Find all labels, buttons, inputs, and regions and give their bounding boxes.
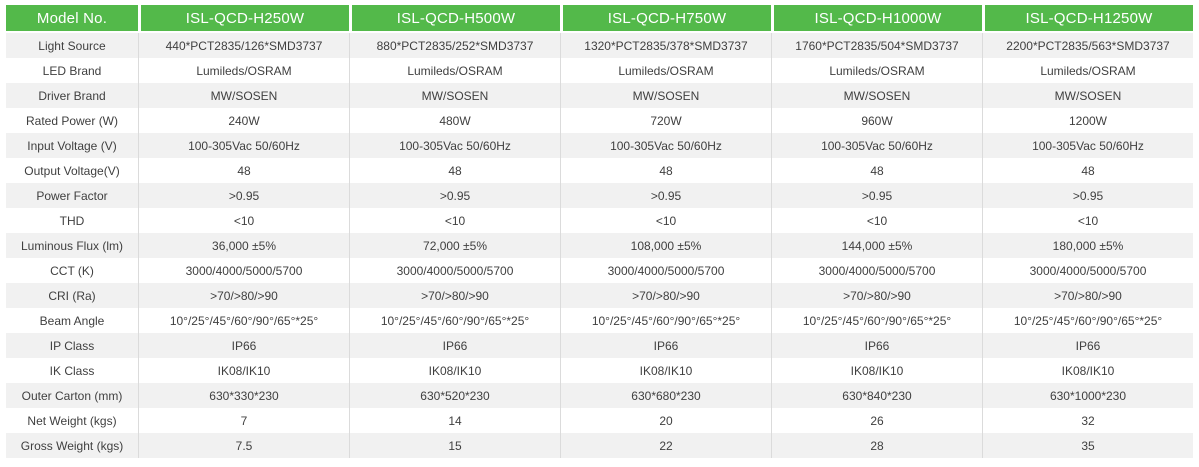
row-label-cell: CCT (K) xyxy=(50,263,94,278)
row-label-cell: Rated Power (W) xyxy=(25,113,119,128)
row-label-cell: Light Source xyxy=(38,38,106,53)
spec-value-cell: MW/SOSEN xyxy=(982,83,1193,108)
model-header-cell: ISL-QCD-H250W xyxy=(138,5,349,33)
spec-value-cell: IK08/IK10 xyxy=(982,358,1193,383)
table-row xyxy=(6,208,1193,233)
spec-value-cell: 7.5 xyxy=(138,433,349,458)
table-row xyxy=(6,133,1193,158)
spec-value-cell: <10 xyxy=(771,208,982,233)
spec-table-head xyxy=(6,5,1193,33)
spec-value-cell: Lumileds/OSRAM xyxy=(349,58,560,83)
spec-value-cell: IP66 xyxy=(771,333,982,358)
spec-value-cell: 100-305Vac 50/60Hz xyxy=(560,133,771,158)
row-label-cell: Outer Carton (mm) xyxy=(21,388,123,403)
spec-value-cell: IP66 xyxy=(138,333,349,358)
spec-value-cell: 22 xyxy=(560,433,771,458)
spec-value-cell: <10 xyxy=(349,208,560,233)
model-header-cell: ISL-QCD-H1250W xyxy=(982,5,1193,33)
spec-value-cell: IK08/IK10 xyxy=(560,358,771,383)
spec-value-cell: 26 xyxy=(771,408,982,433)
spec-value-cell: 36,000 ±5% xyxy=(138,233,349,258)
spec-value-cell: >70/>80/>90 xyxy=(771,283,982,308)
table-row xyxy=(6,408,1193,433)
row-label-cell: IP Class xyxy=(49,338,95,353)
model-header-cell: ISL-QCD-H750W xyxy=(560,5,771,33)
row-label-cell: Beam Angle xyxy=(39,313,105,328)
spec-value-cell: >70/>80/>90 xyxy=(349,283,560,308)
row-label-cell: Output Voltage(V) xyxy=(24,163,120,178)
spec-value-cell: 7 xyxy=(138,408,349,433)
spec-value-cell: IK08/IK10 xyxy=(771,358,982,383)
spec-value-cell: 100-305Vac 50/60Hz xyxy=(138,133,349,158)
table-row xyxy=(6,333,1193,358)
spec-value-cell: 48 xyxy=(771,158,982,183)
spec-value-cell: <10 xyxy=(560,208,771,233)
spec-value-cell: 32 xyxy=(982,408,1193,433)
spec-value-cell: 100-305Vac 50/60Hz xyxy=(349,133,560,158)
table-row xyxy=(6,358,1193,383)
spec-value-cell: 48 xyxy=(349,158,560,183)
row-label-cell: Driver Brand xyxy=(38,88,106,103)
spec-value-cell: 3000/4000/5000/5700 xyxy=(982,258,1193,283)
row-label-cell: Luminous Flux (lm) xyxy=(20,238,124,253)
spec-value-cell: 240W xyxy=(138,108,349,133)
spec-value-cell: 3000/4000/5000/5700 xyxy=(138,258,349,283)
spec-value-cell: <10 xyxy=(138,208,349,233)
spec-value-cell: 10°/25°/45°/60°/90°/65°*25° xyxy=(349,308,560,333)
spec-value-cell: 1760*PCT2835/504*SMD3737 xyxy=(771,33,982,58)
spec-value-cell: 960W xyxy=(771,108,982,133)
spec-value-cell: 630*330*230 xyxy=(138,383,349,408)
spec-value-cell: >0.95 xyxy=(560,183,771,208)
model-header-cell: ISL-QCD-H500W xyxy=(349,5,560,33)
spec-value-cell: Lumileds/OSRAM xyxy=(982,58,1193,83)
spec-value-cell: IP66 xyxy=(560,333,771,358)
spec-value-cell: 14 xyxy=(349,408,560,433)
spec-value-cell: >0.95 xyxy=(982,183,1193,208)
spec-value-cell: 3000/4000/5000/5700 xyxy=(771,258,982,283)
spec-value-cell: 630*840*230 xyxy=(771,383,982,408)
spec-value-cell: 15 xyxy=(349,433,560,458)
spec-table-body xyxy=(6,33,1193,458)
spec-value-cell: 440*PCT2835/126*SMD3737 xyxy=(138,33,349,58)
spec-value-cell: 108,000 ±5% xyxy=(560,233,771,258)
spec-value-cell: 1200W xyxy=(982,108,1193,133)
spec-value-cell: 2200*PCT2835/563*SMD3737 xyxy=(982,33,1193,58)
row-label-cell: Input Voltage (V) xyxy=(27,138,117,153)
spec-value-cell: 3000/4000/5000/5700 xyxy=(349,258,560,283)
spec-value-cell: MW/SOSEN xyxy=(771,83,982,108)
spec-value-cell: 10°/25°/45°/60°/90°/65°*25° xyxy=(771,308,982,333)
spec-value-cell: >70/>80/>90 xyxy=(138,283,349,308)
table-row xyxy=(6,108,1193,133)
spec-value-cell: Lumileds/OSRAM xyxy=(560,58,771,83)
spec-value-cell: IP66 xyxy=(982,333,1193,358)
spec-value-cell: >70/>80/>90 xyxy=(982,283,1193,308)
spec-value-cell: 48 xyxy=(982,158,1193,183)
spec-value-cell: <10 xyxy=(982,208,1193,233)
spec-value-cell: 144,000 ±5% xyxy=(771,233,982,258)
spec-table xyxy=(6,5,1193,458)
spec-value-cell: 48 xyxy=(560,158,771,183)
table-row xyxy=(6,83,1193,108)
table-row xyxy=(6,233,1193,258)
model-header-cell: ISL-QCD-H1000W xyxy=(771,5,982,33)
spec-value-cell: 3000/4000/5000/5700 xyxy=(560,258,771,283)
spec-value-cell: IP66 xyxy=(349,333,560,358)
spec-value-cell: 10°/25°/45°/60°/90°/65°*25° xyxy=(982,308,1193,333)
spec-value-cell: 630*520*230 xyxy=(349,383,560,408)
row-label-cell: Gross Weight (kgs) xyxy=(20,438,124,453)
spec-value-cell: 20 xyxy=(560,408,771,433)
spec-value-cell: 630*680*230 xyxy=(560,383,771,408)
spec-value-cell: MW/SOSEN xyxy=(560,83,771,108)
spec-value-cell: IK08/IK10 xyxy=(138,358,349,383)
spec-value-cell: 630*1000*230 xyxy=(982,383,1193,408)
spec-value-cell: Lumileds/OSRAM xyxy=(771,58,982,83)
spec-value-cell: 1320*PCT2835/378*SMD3737 xyxy=(560,33,771,58)
spec-value-cell: 10°/25°/45°/60°/90°/65°*25° xyxy=(560,308,771,333)
spec-value-cell: 10°/25°/45°/60°/90°/65°*25° xyxy=(138,308,349,333)
spec-value-cell: Lumileds/OSRAM xyxy=(138,58,349,83)
row-label-cell: THD xyxy=(59,213,85,228)
row-label-cell: CRI (Ra) xyxy=(48,288,96,303)
row-label-cell: Net Weight (kgs) xyxy=(27,413,117,428)
spec-value-cell: 72,000 ±5% xyxy=(349,233,560,258)
spec-value-cell: 48 xyxy=(138,158,349,183)
row-label-cell: LED Brand xyxy=(42,63,102,78)
spec-value-cell: >70/>80/>90 xyxy=(560,283,771,308)
spec-value-cell: 100-305Vac 50/60Hz xyxy=(982,133,1193,158)
spec-value-cell: IK08/IK10 xyxy=(349,358,560,383)
spec-value-cell: >0.95 xyxy=(771,183,982,208)
spec-value-cell: 100-305Vac 50/60Hz xyxy=(771,133,982,158)
table-row xyxy=(6,158,1193,183)
spec-value-cell: 720W xyxy=(560,108,771,133)
table-row xyxy=(6,433,1193,458)
table-row xyxy=(6,183,1193,208)
spec-value-cell: 35 xyxy=(982,433,1193,458)
table-row xyxy=(6,258,1193,283)
table-row xyxy=(6,308,1193,333)
spec-value-cell: MW/SOSEN xyxy=(349,83,560,108)
corner-header-cell: Model No. xyxy=(6,5,138,33)
table-row xyxy=(6,383,1193,408)
spec-value-cell: 180,000 ±5% xyxy=(982,233,1193,258)
header-row xyxy=(6,5,1193,33)
spec-value-cell: 28 xyxy=(771,433,982,458)
table-row xyxy=(6,283,1193,308)
table-row xyxy=(6,33,1193,58)
row-label-cell: Power Factor xyxy=(36,188,108,203)
spec-value-cell: >0.95 xyxy=(349,183,560,208)
table-row xyxy=(6,58,1193,83)
spec-value-cell: >0.95 xyxy=(138,183,349,208)
spec-value-cell: 480W xyxy=(349,108,560,133)
spec-value-cell: MW/SOSEN xyxy=(138,83,349,108)
row-label-cell: IK Class xyxy=(49,363,95,378)
spec-value-cell: 880*PCT2835/252*SMD3737 xyxy=(349,33,560,58)
